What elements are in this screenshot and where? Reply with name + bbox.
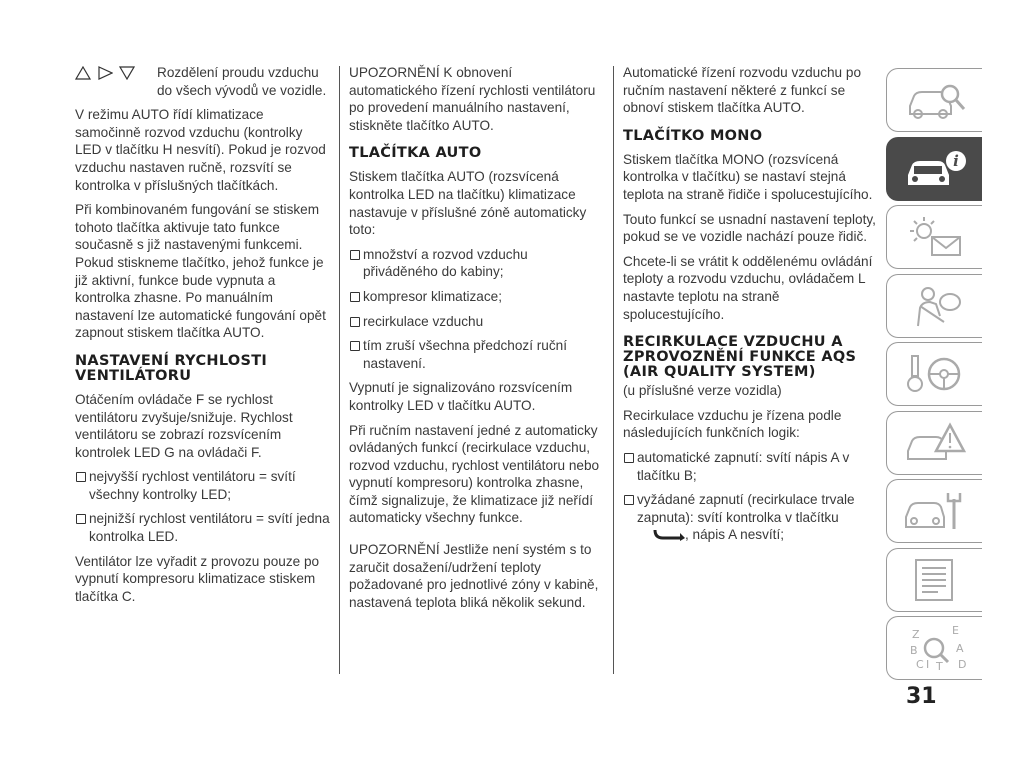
list-item: kompresor klimatizace;: [349, 288, 604, 306]
bullet-list: [349, 246, 604, 373]
tab-emergency[interactable]: [886, 411, 982, 475]
tab-starting-driving[interactable]: [886, 342, 982, 406]
tab-index[interactable]: [886, 616, 982, 680]
list-item: [623, 491, 878, 544]
bullet-list: [75, 468, 330, 545]
triangle-up-icon: [75, 66, 91, 80]
triangle-right-icon: [97, 66, 113, 80]
list-item: automatické zapnutí: svítí nápis A v tlačítku B;: [623, 449, 878, 484]
version-note: (u příslušné verze vozidla): [623, 383, 782, 399]
key-steering-icon: [900, 350, 970, 398]
air-distribution-row: [75, 64, 330, 99]
paragraph: Chcete-li se vrátit k oddělenému ovládání teploty a rozvodu vzduchu, ovládačem L nastavte teplotu na straně spolucestujícího.: [623, 253, 873, 322]
car-info-icon: [900, 145, 970, 193]
column-1: [75, 64, 330, 612]
tab-technical-data[interactable]: [886, 548, 982, 612]
section-heading: RECIRKULACE VZDUCHU A ZPROVOZNĚNÍ FUNKCE AQS (AIR QUALITY SYSTEM): [623, 334, 857, 381]
index-letter: A: [955, 642, 964, 655]
section-heading: NASTAVENÍ RYCHLOSTI VENTILÁTORU: [75, 352, 268, 384]
index-letter: D: [957, 658, 966, 671]
section-heading: TLAČÍTKO MONO: [623, 127, 763, 144]
warning-paragraph: UPOZORNĚNÍ Jestliže není systém s to zaručit dosažení/udržení teploty požadované pro jednotlivé zóny v kabině, nastavená teplota bliká několik sekund.: [349, 542, 599, 610]
index-letter: B: [909, 644, 918, 657]
triangle-down-icon: [119, 66, 135, 80]
airbag-person-icon: [900, 282, 970, 330]
list-item-text-tail: , nápis A nesvítí;: [685, 527, 784, 543]
chapter-tabs: [886, 68, 982, 685]
column-2: [349, 64, 604, 618]
paragraph: V režimu AUTO řídí klimatizace samočinně rozvod vzduchu (kontrolky LED v tlačítku H nesvítí). Pokud je rozvod vzduchu nastaven ručně, rozsvítí se kontrolka v příslušných tlačítkách.: [75, 107, 326, 193]
paragraph: Touto funkcí se usnadní nastavení teploty, pokud se ve vozidle nachází pouze řidič.: [623, 211, 876, 245]
page-number: 31: [906, 684, 937, 709]
tab-car-info[interactable]: [886, 137, 982, 201]
index-letter: C: [915, 658, 924, 671]
tab-maintenance[interactable]: [886, 479, 982, 543]
list-item: nejnižší rychlost ventilátoru = svítí jedna kontrolka LED.: [75, 510, 330, 545]
warning-triangle-car-icon: [900, 419, 970, 467]
list-item: nejvyšší rychlost ventilátoru = svítí všechny kontrolky LED;: [75, 468, 330, 503]
bullet-list: [623, 449, 878, 544]
svg-text:i: i: [952, 151, 959, 170]
tab-lights-messages[interactable]: [886, 205, 982, 269]
car-wrench-icon: [900, 487, 970, 535]
warning-paragraph: UPOZORNĚNÍ K obnovení automatického řízení rychlosti ventilátoru po provedení manuálního nastavení, stiskněte tlačítko AUTO.: [349, 65, 596, 133]
index-letter: T: [935, 660, 943, 672]
paragraph: Automatické řízení rozvodu vzduchu po ručním nastavení některé z funkcí se obnoví stiskem tlačítka AUTO.: [623, 65, 862, 116]
paragraph: Vypnutí je signalizováno rozsvícením kontrolky LED v tlačítku AUTO.: [349, 380, 573, 413]
list-item: recirkulace vzduchu: [349, 313, 604, 331]
index-letter: I: [925, 658, 929, 671]
column-divider: [339, 66, 340, 674]
paragraph: Ventilátor lze vyřadit z provozu pouze po vypnutí kompresoru klimatizace stiskem tlačítka C.: [75, 553, 320, 604]
paragraph: Stiskem tlačítka MONO (rozsvícená kontrolka v tlačítku) se nastaví stejná teplota na straně řidiče i spolucestujícího.: [623, 151, 873, 202]
list-item: množství a rozvod vzduchu přiváděného do kabiny;: [349, 246, 604, 281]
document-list-icon: [900, 556, 970, 604]
car-search-icon: [900, 76, 970, 124]
paragraph: Při ručním nastavení jedné z automaticky ovládaných funkcí (recirkulace vzduchu, rozvod vzduchu, rychlost ventilátoru nebo vypnutí kompresoru) kontrolka zhasne, čímž signalizuje, že klimatizace již neřídí automaticky všechny funkce.: [349, 422, 600, 526]
list-item-text: vyžádané zapnutí (recirkulace trvale zapnuta): svítí kontrolka v tlačítku: [637, 492, 855, 525]
paragraph: Recirkulace vzduchu je řízena podle následujících funkčních logik:: [623, 407, 842, 441]
list-item: tím zruší všechna předchozí ruční nastavení.: [349, 337, 604, 372]
recirculation-icon: [651, 527, 685, 541]
column-divider: [613, 66, 614, 674]
lights-envelope-icon: [900, 213, 970, 261]
index-letter: Z: [911, 628, 920, 641]
column-3: [623, 64, 878, 551]
tab-safety[interactable]: [886, 274, 982, 338]
paragraph: Při kombinovaném fungování se stiskem tohoto tlačítka aktivuje tato funkce současně s již nastavenými funkcemi. Pokud stiskneme tlačítko, jehož funkce je již aktivní, funkce bude vypnuta a kontrolka zhasne. Po manuálním nastavení lze automatické fungování opět zapnout stiskem tlačítka AUTO.: [75, 202, 326, 341]
alphabet-index-icon: [900, 624, 970, 672]
index-letter: E: [951, 624, 959, 637]
paragraph: Otáčením ovládače F se rychlost ventilátoru zvyšuje/snižuje. Rychlost ventilátoru se zobrazí rozsvícením kontrolek LED G na ovládači F.: [75, 391, 293, 460]
tab-car-search[interactable]: [886, 68, 982, 132]
air-flow-symbols: [75, 64, 157, 99]
air-distribution-text: Rozdělení proudu vzduchu do všech vývodů ve vozidle.: [157, 65, 327, 98]
paragraph: Stiskem tlačítka AUTO (rozsvícená kontrolka LED na tlačítku) klimatizace nastavuje v příslušné zóně automaticky toto:: [349, 169, 587, 238]
section-heading: TLAČÍTKA AUTO: [349, 145, 482, 162]
